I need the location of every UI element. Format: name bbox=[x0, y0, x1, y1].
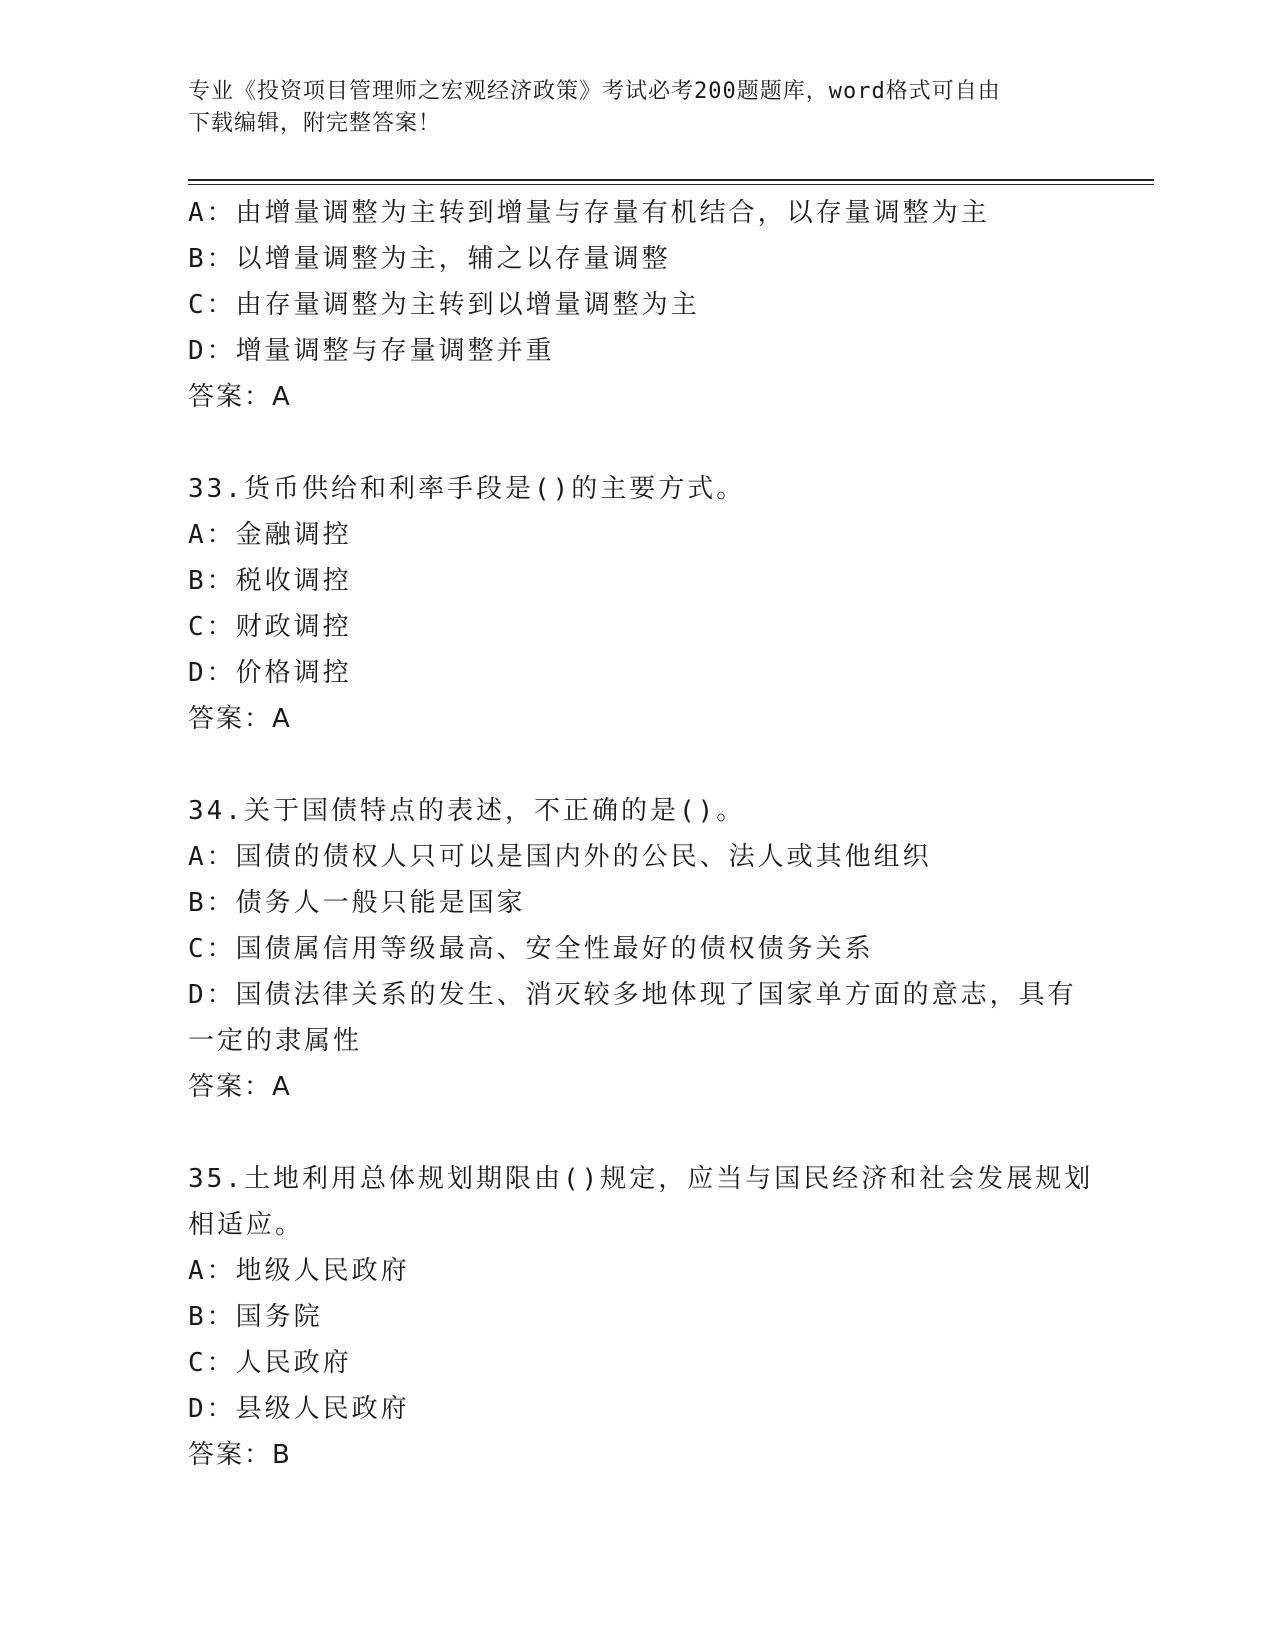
question-text: 33.货币供给和利率手段是()的主要方式。 bbox=[188, 474, 746, 504]
option-b: B：以增量调整为主，辅之以存量调整 bbox=[188, 244, 671, 274]
option-b: B：税收调控 bbox=[188, 566, 352, 596]
option-a: A：国债的债权人只可以是国内外的公民、法人或其他组织 bbox=[188, 842, 932, 872]
option-d-continuation: 一定的隶属性 bbox=[188, 1026, 363, 1056]
question-34-block bbox=[188, 788, 1088, 1110]
document-header bbox=[188, 76, 1088, 140]
option-c: C：由存量调整为主转到以增量调整为主 bbox=[188, 290, 700, 320]
answer-label: 答案：B bbox=[188, 1440, 292, 1470]
header-line-1: 专业《投资项目管理师之宏观经济政策》考试必考200题题库，word格式可自由 bbox=[188, 79, 1001, 104]
answer-label: 答案：A bbox=[188, 704, 292, 734]
option-a: A：由增量调整为主转到增量与存量有机结合，以存量调整为主 bbox=[188, 198, 990, 228]
option-c: C：国债属信用等级最高、安全性最好的债权债务关系 bbox=[188, 934, 874, 964]
option-d: D：增量调整与存量调整并重 bbox=[188, 336, 555, 366]
question-text: 35.土地利用总体规划期限由()规定，应当与国民经济和社会发展规划 bbox=[188, 1164, 1094, 1194]
option-d: D：国债法律关系的发生、消灭较多地体现了国家单方面的意志，具有 bbox=[188, 980, 1077, 1010]
question-text-continuation: 相适应。 bbox=[188, 1210, 305, 1240]
header-line-2: 下载编辑，附完整答案！ bbox=[188, 111, 442, 136]
question-list bbox=[188, 190, 1094, 1478]
question-33-block bbox=[188, 466, 1088, 742]
question-32-block bbox=[188, 190, 1088, 420]
option-c: C：人民政府 bbox=[188, 1348, 352, 1378]
option-b: B：国务院 bbox=[188, 1302, 323, 1332]
header-divider-thin bbox=[188, 184, 1154, 185]
option-d: D：价格调控 bbox=[188, 658, 352, 688]
option-c: C：财政调控 bbox=[188, 612, 352, 642]
question-35-block bbox=[188, 1156, 1094, 1478]
option-d: D：县级人民政府 bbox=[188, 1394, 410, 1424]
option-b: B：债务人一般只能是国家 bbox=[188, 888, 526, 918]
option-a: A：地级人民政府 bbox=[188, 1256, 410, 1286]
question-text: 34.关于国债特点的表述，不正确的是()。 bbox=[188, 796, 746, 826]
answer-label: 答案：A bbox=[188, 1072, 292, 1102]
option-a: A：金融调控 bbox=[188, 520, 352, 550]
header-divider-thick bbox=[188, 179, 1154, 181]
answer-label: 答案：A bbox=[188, 382, 292, 412]
